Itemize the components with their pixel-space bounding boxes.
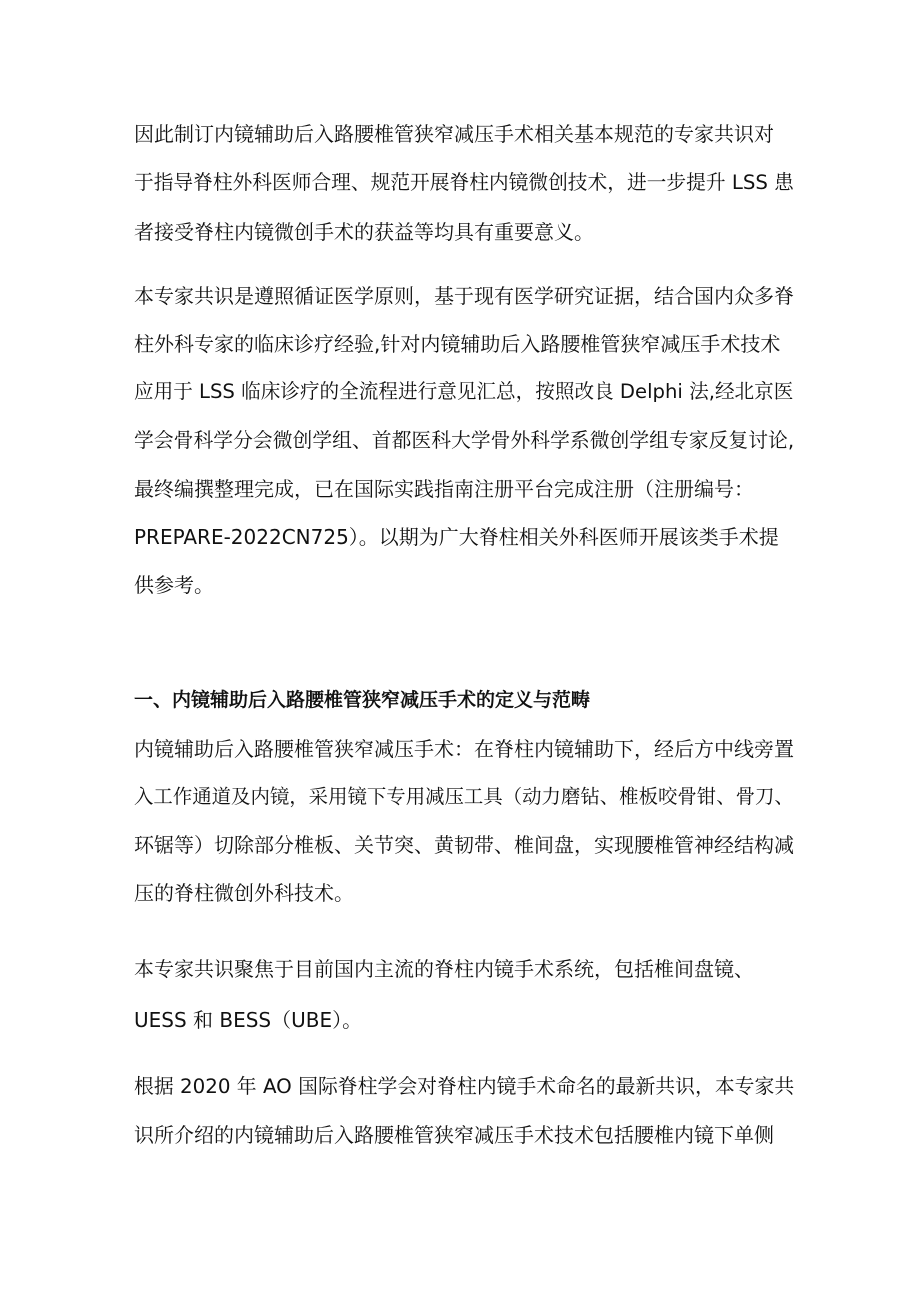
nomenclature-line-1: 根据 2020 年 AO 国际脊柱学会对脊柱内镜手术命名的最新共识，本专家共 [134,1075,795,1098]
paragraph-2-line-1: 本专家共识是遵照循证医学原则，基于现有医学研究证据，结合国内众多脊 [134,284,794,308]
paragraph-2-line-3: 应用于 LSS 临床诊疗的全流程进行意见汇总，按照改良 Delphi 法,经北京医 [134,380,794,403]
section-heading: 一、内镜辅助后入路腰椎管狭窄减压手术的定义与范畴 [134,689,591,711]
paragraph-1-line-2: 于指导脊柱外科医师合理、规范开展脊柱内镜微创技术，进一步提升 LSS 患 [134,171,794,194]
focus-line-1: 本专家共识聚焦于目前国内主流的脊柱内镜手术系统，包括椎间盘镜、 [134,957,754,981]
definition-line-2: 入工作通道及内镜，采用镜下专用减压工具（动力磨钻、椎板咬骨钳、骨刀、 [134,785,794,808]
definition-line-1: 内镜辅助后入路腰椎管狭窄减压手术：在脊柱内镜辅助下，经后方中线旁置 [134,737,794,761]
definition-line-3: 环锯等）切除部分椎板、关节突、黄韧带、椎间盘，实现腰椎管神经结构减 [134,833,794,857]
paragraph-2-line-5: 最终编撰整理完成，已在国际实践指南注册平台完成注册（注册编号： [134,477,754,501]
paragraph-2-line-4: 学会骨科学分会微创学组、首都医科大学骨外科学系微创学组专家反复讨论, [134,429,795,452]
paragraph-2-line-7: 供参考。 [134,573,214,597]
paragraph-2-line-6: PREPARE-2022CN725）。以期为广大脊柱相关外科医师开展该类手术提 [134,525,779,549]
paragraph-1-line-1: 因此制订内镜辅助后入路腰椎管狭窄减压手术相关基本规范的专家共识对 [134,122,774,146]
paragraph-2-line-2: 柱外科专家的临床诊疗经验,针对内镜辅助后入路腰椎管狭窄减压手术技术 [134,332,781,356]
nomenclature-line-2: 识所介绍的内镜辅助后入路腰椎管狭窄减压手术技术包括腰椎内镜下单侧 [134,1123,774,1147]
definition-line-4: 压的脊柱微创外科技术。 [134,881,354,905]
paragraph-1-line-3: 者接受脊柱内镜微创手术的获益等均具有重要意义。 [134,220,594,244]
focus-line-2: UESS 和 BESS（UBE）。 [134,1008,363,1032]
